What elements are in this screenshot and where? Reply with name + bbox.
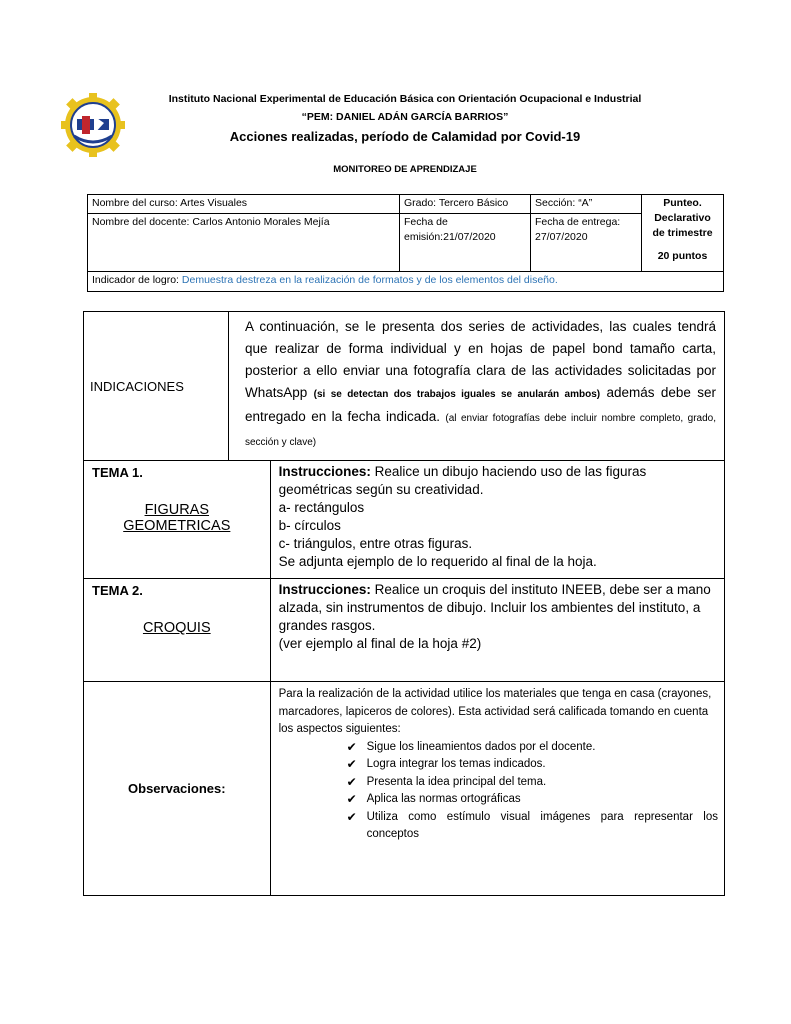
tema1-title: FIGURAS GEOMETRICAS: [123, 502, 231, 534]
tema2-label: TEMA 2.: [92, 583, 143, 598]
tema2-instructions: [270, 579, 724, 682]
entrega-cell: [531, 214, 642, 272]
indicaciones-text-1: A continuación, se le presenta dos series de actividades, las cuales tendrá que realizar de forma individual y en hojas de papel bond tamaño carta, posterior a ello enviar una fotografía clara de las actividades solicitadas por WhatsApp: [245, 319, 716, 400]
punteo-trimestre: de trimestre: [652, 227, 713, 239]
actions-title: Acciones realizadas, período de Calamidad por Covid-19: [229, 129, 581, 144]
teacher-cell: Nombre del docente: Carlos Antonio Morales Mejía: [88, 214, 400, 272]
tema1-item-b: b- círculos: [278, 518, 341, 533]
course-cell: Nombre del curso: Artes Visuales: [88, 195, 400, 214]
criteria-item: ✔ Aplica las normas ortográficas: [347, 791, 718, 809]
tema1-label: TEMA 1.: [92, 465, 143, 480]
entrega-label: Fecha de entrega:: [535, 216, 621, 228]
tema2-instr-label: Instrucciones:: [278, 582, 371, 597]
punteo-cell: [642, 195, 724, 272]
emision-cell: [400, 214, 531, 272]
punteo-declarativo: Declarativo: [654, 212, 711, 224]
checkmark-icon: ✔: [346, 792, 357, 806]
section-cell: Sección: “A”: [531, 195, 642, 214]
indicaciones-label: INDICACIONES: [84, 312, 229, 461]
tema1-note: Se adjunta ejemplo de lo requerido al final de la hoja.: [278, 554, 597, 569]
observaciones-content: [270, 682, 724, 896]
criteria-item: ✔ Utiliza como estímulo visual imágenes para representar los conceptos: [346, 809, 718, 840]
indicaciones-text: [229, 312, 725, 461]
tema2-title: CROQUIS: [142, 620, 211, 636]
indicator-cell: [88, 272, 724, 292]
punteo-points: 20 puntos: [657, 250, 708, 262]
criteria-item: ✔ Presenta la idea principal del tema.: [347, 774, 718, 792]
tema2-cell: [84, 579, 271, 682]
indicaciones-note: (al enviar fotografías debe incluir nombre completo, grado, sección y clave): [245, 413, 716, 448]
tema1-instr-text: Realice un dibujo haciendo uso de las figuras geométricas según su creatividad.: [278, 464, 647, 497]
criteria-item: ✔ Sigue los lineamientos dados por el docente.: [347, 739, 718, 757]
indicaciones-text-2: además debe ser entregado en la fecha indicada.: [245, 385, 716, 424]
indicator-label: Indicador de logro:: [92, 274, 182, 286]
tema2-note: (ver ejemplo al final de la hoja #2): [278, 636, 482, 651]
emision-label: Fecha de: [404, 216, 448, 228]
indicator-text: Demuestra destreza en la realización de formatos y de los elementos del diseño.: [181, 274, 558, 286]
tema2-instr-text: Realice un croquis del instituto INEEB, debe ser a mano alzada, sin instrumentos de dibujo. Incluir los ambientes del instituto, a grandes rasgos.: [278, 582, 711, 633]
observaciones-label: Observaciones:: [84, 682, 271, 896]
observaciones-intro: Para la realización de la actividad utilice los materiales que tenga en casa (crayones, marcadores, lapiceros de colores). Esta actividad será calificada tomando en cuenta los aspectos siguientes:: [278, 688, 712, 735]
tema1-item-c: c- triángulos, entre otras figuras.: [278, 536, 473, 551]
activities-table: [83, 311, 725, 896]
checkmark-icon: ✔: [346, 739, 357, 754]
entrega-value: 27/07/2020: [535, 231, 588, 243]
tema1-instr-label: Instrucciones:: [278, 464, 371, 479]
criteria-item: ✔ Logra integrar los temas indicados.: [347, 756, 718, 774]
tema1-cell: [84, 461, 271, 579]
institute-name: Instituto Nacional Experimental de Educación Básica con Orientación Ocupacional e Industrial: [168, 93, 642, 105]
tema1-instructions: [270, 461, 724, 579]
institute-logo: [60, 92, 126, 158]
emision-value: emisión:21/07/2020: [404, 231, 496, 243]
monitoring-title: MONITOREO DE APRENDIZAJE: [333, 164, 477, 175]
checkmark-icon: ✔: [346, 809, 357, 824]
checkmark-icon: ✔: [346, 757, 357, 771]
tema1-item-a: a- rectángulos: [278, 500, 365, 515]
info-table: [87, 194, 724, 292]
checkmark-icon: ✔: [346, 774, 357, 789]
pem-name: “PEM: DANIEL ADÁN GARCÍA BARRIOS”: [301, 111, 509, 123]
punteo-title: Punteo.: [663, 197, 702, 209]
grade-cell: Grado: Tercero Básico: [400, 195, 531, 214]
indicaciones-warning: (si se detectan dos trabajos iguales se anularán ambos): [313, 389, 601, 400]
criteria-list: [279, 739, 718, 844]
